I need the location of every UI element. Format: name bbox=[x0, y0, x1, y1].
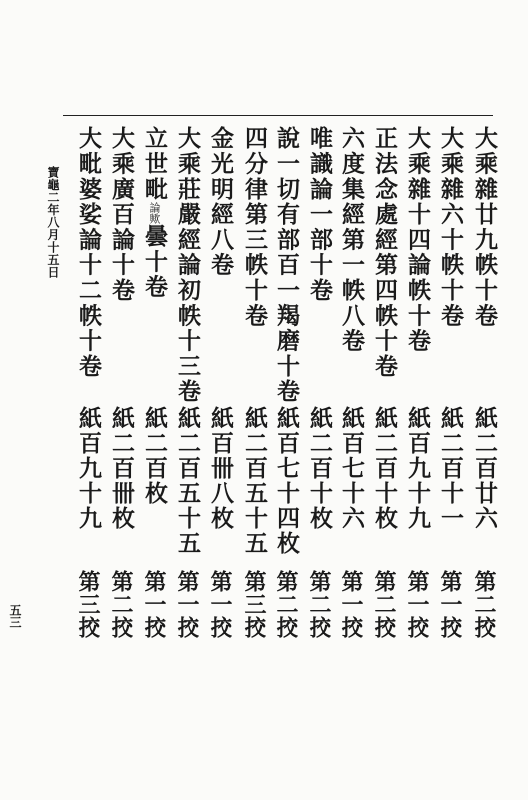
entry-copy: 第三挍 bbox=[75, 570, 101, 639]
entry-sheets: 紙二百五十五 bbox=[174, 406, 201, 556]
entry-sheets: 紙二百十枚 bbox=[371, 406, 398, 531]
entry-sheets: 紙百九十九 bbox=[75, 406, 102, 531]
entry-copy: 第二挍 bbox=[471, 570, 497, 639]
entry-copy: 第一挍 bbox=[174, 570, 200, 639]
entry-title-annotated bbox=[142, 126, 166, 300]
entry-copy: 第一挍 bbox=[338, 570, 364, 639]
entry-sheets: 紙二百五十五 bbox=[241, 406, 268, 556]
entry-sheets: 紙二百卌枚 bbox=[108, 406, 135, 531]
page-number: 五三 bbox=[8, 604, 22, 628]
entry-sheets: 紙百七十六 bbox=[338, 406, 365, 531]
inline-annotation: 論歟 bbox=[148, 201, 161, 224]
entry-title-part2: 曇十卷 bbox=[141, 223, 168, 300]
entry-title: 大乘雜六十帙十卷 bbox=[437, 126, 464, 329]
entry-copy: 第一挍 bbox=[207, 570, 233, 639]
entry-copy: 第二挍 bbox=[108, 570, 134, 639]
entry-title: 大乘廣百論十卷 bbox=[108, 126, 135, 304]
entry-title: 大乘莊嚴經論初帙十三卷 bbox=[174, 126, 201, 405]
entry-title: 大乘雜廿九帙十卷 bbox=[471, 126, 498, 329]
entry-copy: 第三挍 bbox=[241, 570, 267, 639]
entry-title: 正法念處經第四帙十卷 bbox=[371, 126, 398, 379]
entry-copy: 第一挍 bbox=[437, 570, 463, 639]
entry-title-part1: 立世毗 bbox=[141, 126, 168, 202]
top-rule bbox=[63, 115, 493, 116]
date-line: 寶龜二年八月十五日 bbox=[46, 166, 60, 279]
entry-copy: 第一挍 bbox=[141, 570, 167, 639]
entry-title: 四分律第三帙十卷 bbox=[241, 126, 268, 329]
entry-title: 六度集經第一帙八卷 bbox=[338, 126, 365, 354]
entry-sheets: 紙百卌八枚 bbox=[207, 406, 234, 531]
entry-title: 金光明經八卷 bbox=[207, 126, 234, 278]
entry-sheets: 紙二百廿六 bbox=[471, 406, 498, 531]
entry-sheets: 紙二百十枚 bbox=[306, 406, 333, 531]
entry-title: 大毗婆娑論十二帙十卷 bbox=[75, 126, 102, 379]
entry-title: 唯識論一部十卷 bbox=[306, 126, 333, 304]
entry-copy: 第二挍 bbox=[306, 570, 332, 639]
entry-title: 大乘雜十四論帙十卷 bbox=[404, 126, 431, 354]
entry-sheets: 紙二百十一 bbox=[437, 406, 464, 531]
entry-title: 說一切有部百一羯磨十卷 bbox=[273, 126, 300, 405]
entry-sheets: 紙百七十四枚 bbox=[273, 406, 300, 556]
entry-copy: 第二挍 bbox=[371, 570, 397, 639]
entry-copy: 第二挍 bbox=[273, 570, 299, 639]
entry-sheets: 紙百九十九 bbox=[404, 406, 431, 531]
entry-copy: 第一挍 bbox=[404, 570, 430, 639]
entry-sheets: 紙二百枚 bbox=[141, 406, 168, 506]
